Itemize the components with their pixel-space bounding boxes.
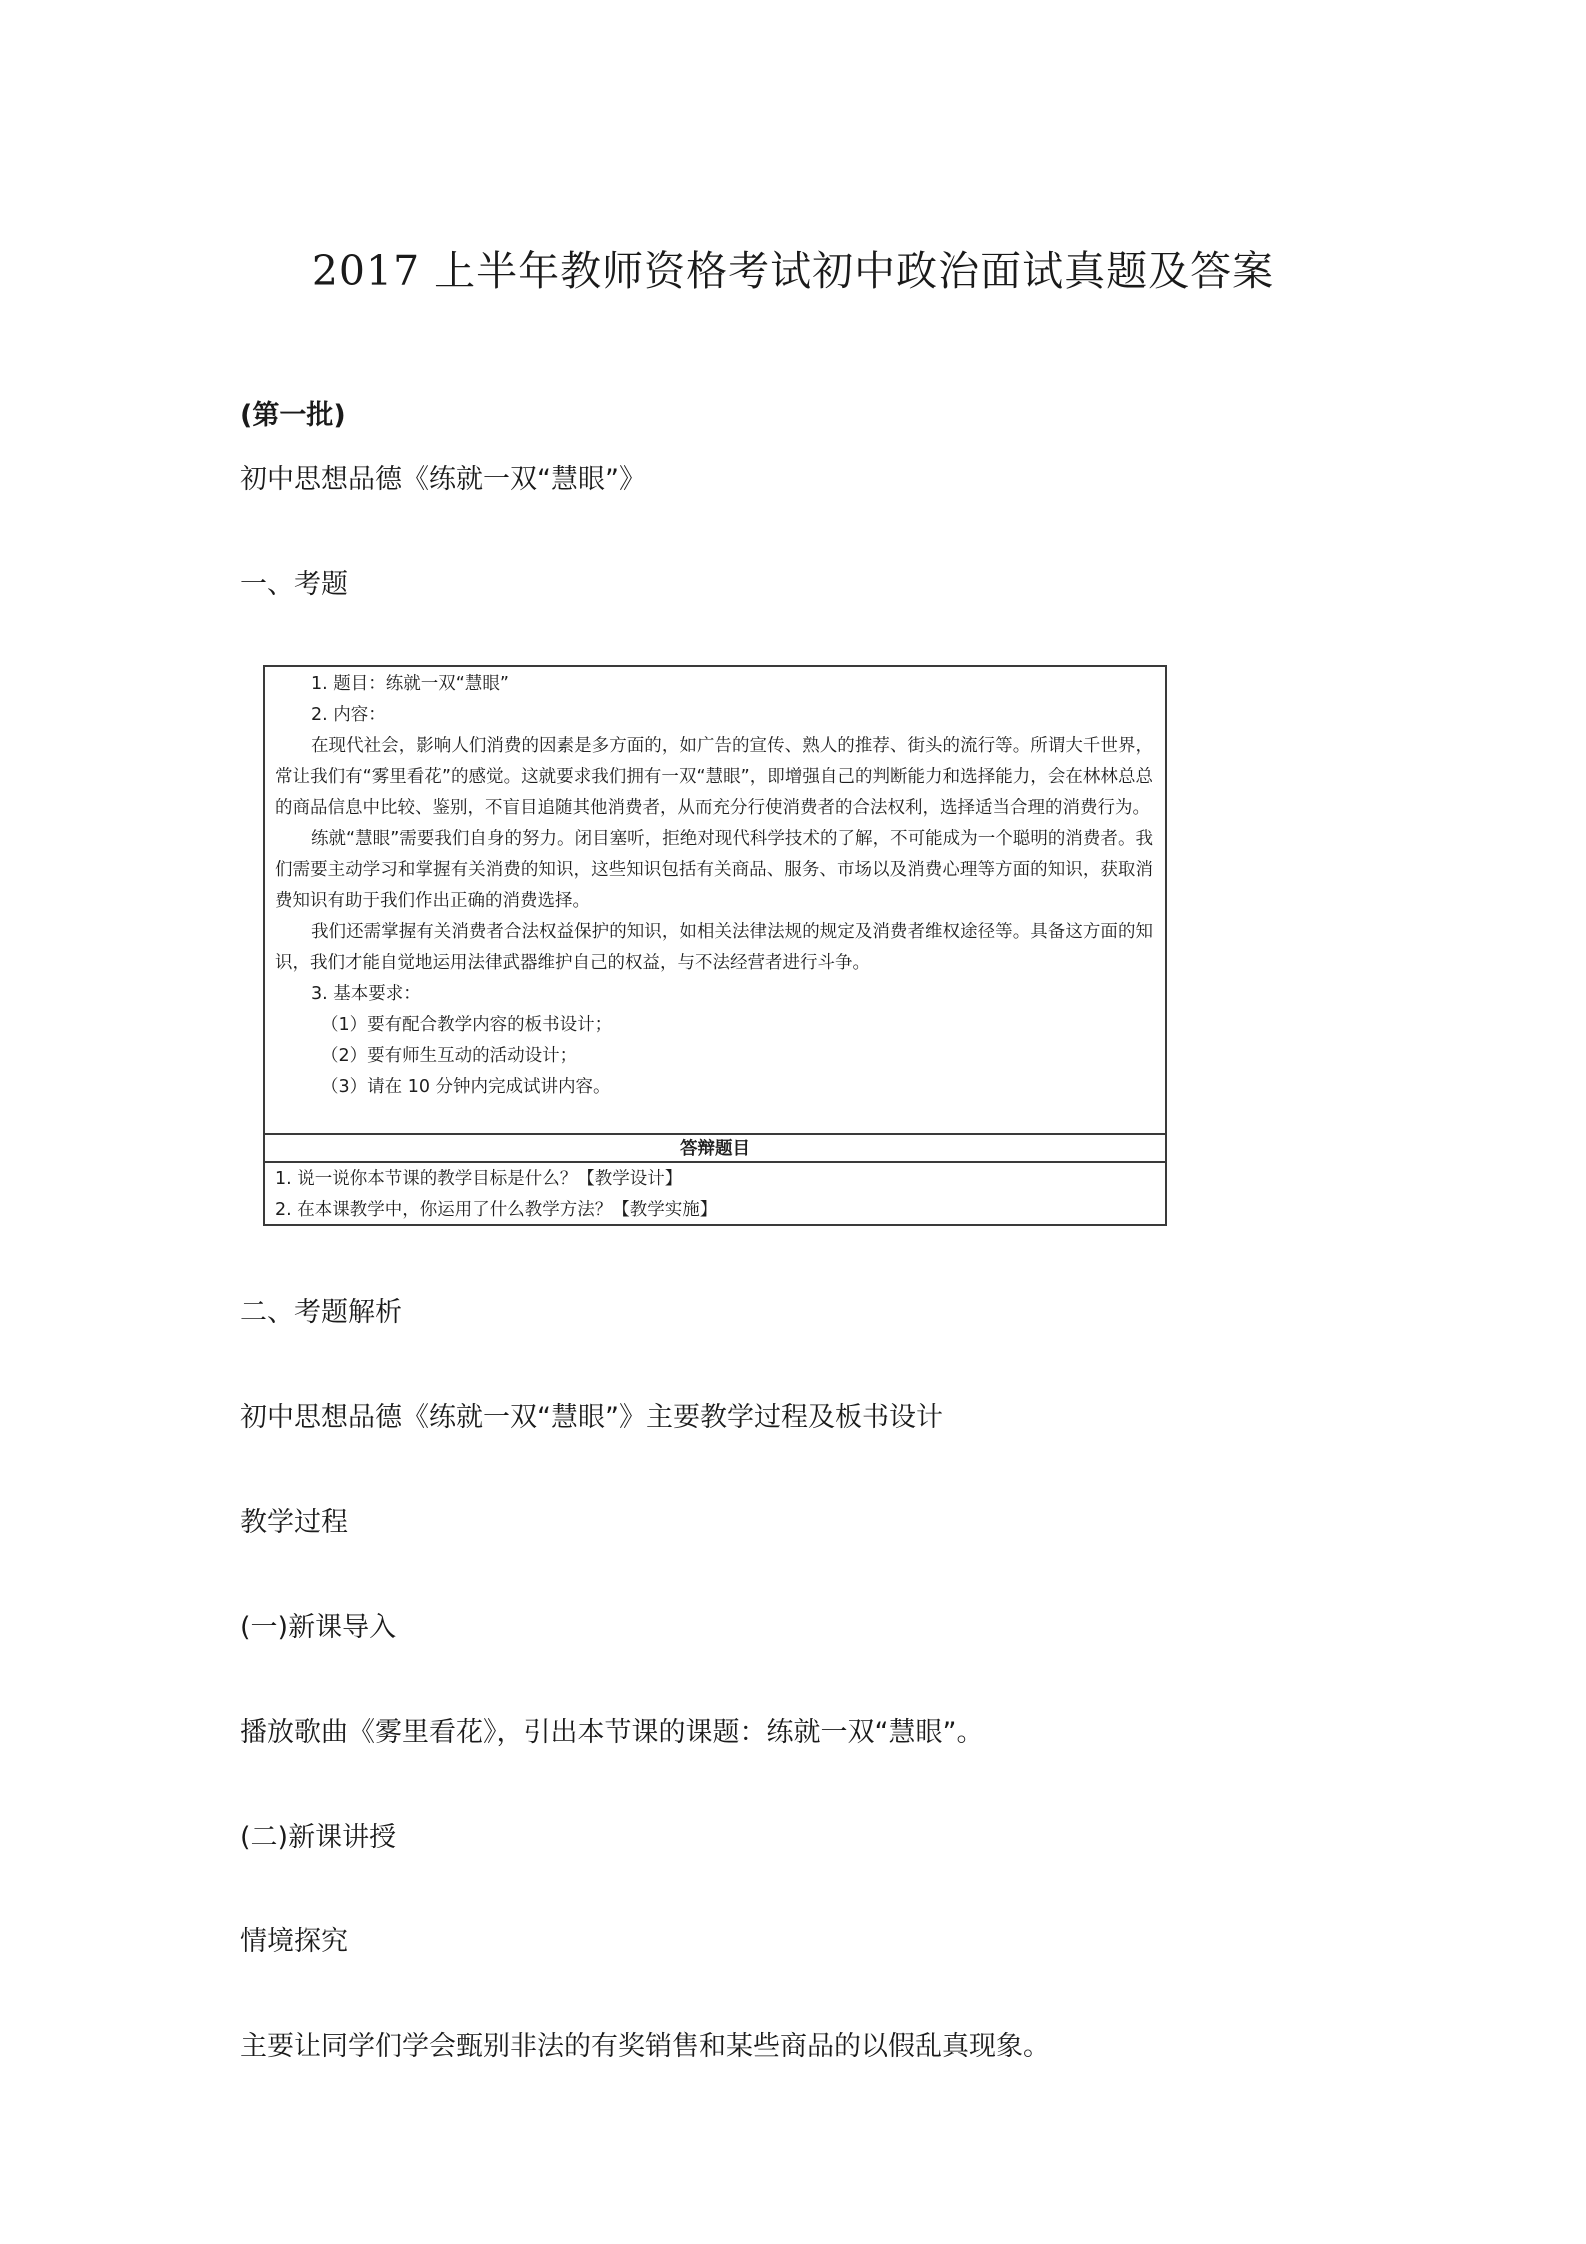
exam-requirements-label: 3. 基本要求：: [311, 984, 421, 1004]
batch-label: (第一批): [240, 400, 346, 431]
lesson-subtitle: 初中思想品德《练就一双“慧眼”》: [240, 464, 646, 495]
analysis-title: 初中思想品德《练就一双“慧眼”》主要教学过程及板书设计: [240, 1402, 943, 1433]
exam-paragraph-1: 在现代社会，影响人们消费的因素是多方面的，如广告的宣传、熟人的推荐、街头的流行等。所谓大千世界，常让我们有“雾里看花”的感觉。这就要求我们拥有一双“慧眼”，即增强自己的判断能力和选择能力，会在林林总总的商品信息中比较、鉴别，不盲目追随其他消费者，从而充分行使消费者的合法权利，选择适当合理的消费行为。: [275, 736, 1153, 818]
answer-question-1: 1. 说一说你本节课的教学目标是什么？【教学设计】: [275, 1169, 683, 1189]
step-new-lesson-teaching: (二)新课讲授: [240, 1822, 397, 1853]
answer-questions-list: [265, 1164, 1165, 1226]
exam-topic: 1. 题目：练就一双“慧眼”: [311, 674, 509, 694]
exam-content-label: 2. 内容：: [311, 705, 386, 725]
exam-requirement-3: （3）请在 10 分钟内完成试讲内容。: [321, 1077, 611, 1097]
section-heading-questions: 一、考题: [240, 569, 348, 600]
exam-paragraph-2: 练就“慧眼”需要我们自身的努力。闭目塞听，拒绝对现代科学技术的了解，不可能成为一个聪明的消费者。我们需要主动学习和掌握有关消费的知识，这些知识包括有关商品、服务、市场以及消费心理等方面的知识，获取消费知识有助于我们作出正确的消费选择。: [275, 829, 1153, 911]
step-intro-text: 播放歌曲《雾里看花》，引出本节课的课题：练就一双“慧眼”。: [240, 1717, 984, 1748]
document-title: 2017 上半年教师资格考试初中政治面试真题及答案: [311, 247, 1275, 295]
scenario-text: 主要让同学们学会甄别非法的有奖销售和某些商品的以假乱真现象。: [240, 2031, 1050, 2062]
exam-content: [265, 667, 1165, 1133]
exam-paragraph-3: 我们还需掌握有关消费者合法权益保护的知识，如相关法律法规的规定及消费者维权途径等。具备这方面的知识，我们才能自觉地运用法律武器维护自己的权益，与不法经营者进行斗争。: [275, 922, 1153, 973]
exam-requirement-1: （1）要有配合教学内容的板书设计；: [321, 1015, 613, 1035]
exam-question-box: [263, 665, 1167, 1226]
section-heading-analysis: 二、考题解析: [240, 1297, 402, 1328]
teaching-process-heading: 教学过程: [240, 1507, 348, 1538]
answer-question-2: 2. 在本课教学中，你运用了什么教学方法？【教学实施】: [275, 1200, 718, 1220]
scenario-heading: 情境探究: [240, 1926, 348, 1957]
answer-questions-header: 答辩题目: [265, 1133, 1165, 1163]
step-new-lesson-intro: (一)新课导入: [240, 1612, 397, 1643]
exam-requirement-2: （2）要有师生互动的活动设计；: [321, 1046, 578, 1066]
